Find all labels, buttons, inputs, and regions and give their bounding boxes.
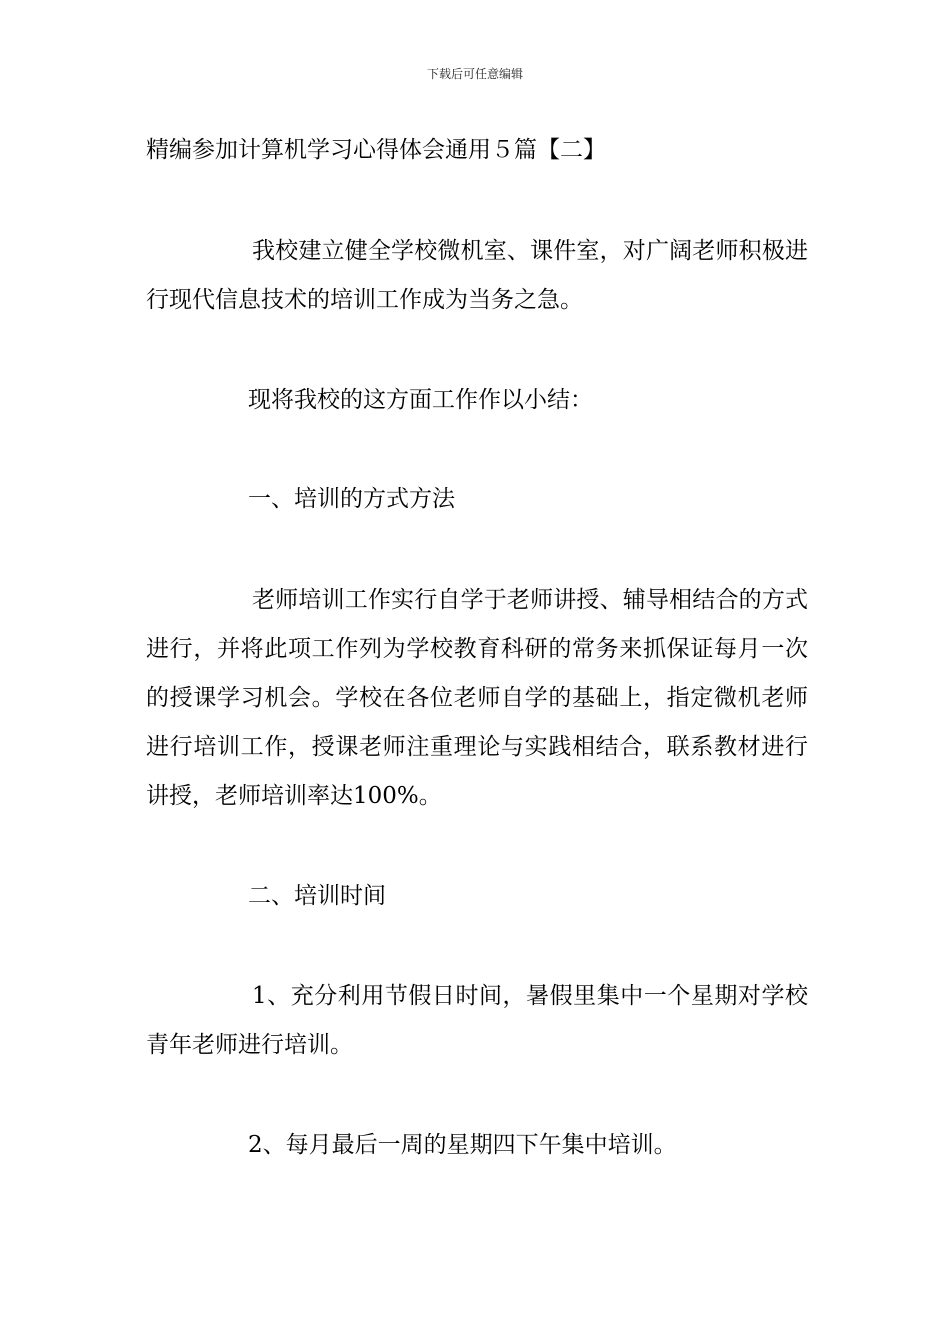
paragraph-time-item-1: 1、充分利用节假日时间，暑假里集中一个星期对学校青年老师进行培训。 xyxy=(146,983,808,1058)
document-title: 精编参加计算机学习心得体会通用５篇【二】 xyxy=(146,137,606,163)
paragraph-time-item-2: 2、每月最后一周的星期四下午集中培训。 xyxy=(248,1132,677,1158)
section-heading-time: 二、培训时间 xyxy=(248,883,386,909)
section-heading-methods: 一、培训的方式方法 xyxy=(248,486,455,512)
paragraph-methods: 老师培训工作实行自学于老师讲授、辅导相结合的方式进行，并将此项工作列为学校教育科研的常务来抓保证每月一次的授课学习机会。学校在各位老师自学的基础上，指定微机老师进行培训工作，授课老师注重理论与实践相结合，联系教材进行讲授，老师培训率达100%。 xyxy=(146,587,808,809)
paragraph-summary-lead: 现将我校的这方面工作作以小结： xyxy=(248,387,593,413)
page-header: 下载后可任意编辑 xyxy=(426,67,523,81)
paragraph-intro: 我校建立健全学校微机室、课件室，对广阔老师积极进行现代信息技术的培训工作成为当务之急。 xyxy=(146,238,808,313)
